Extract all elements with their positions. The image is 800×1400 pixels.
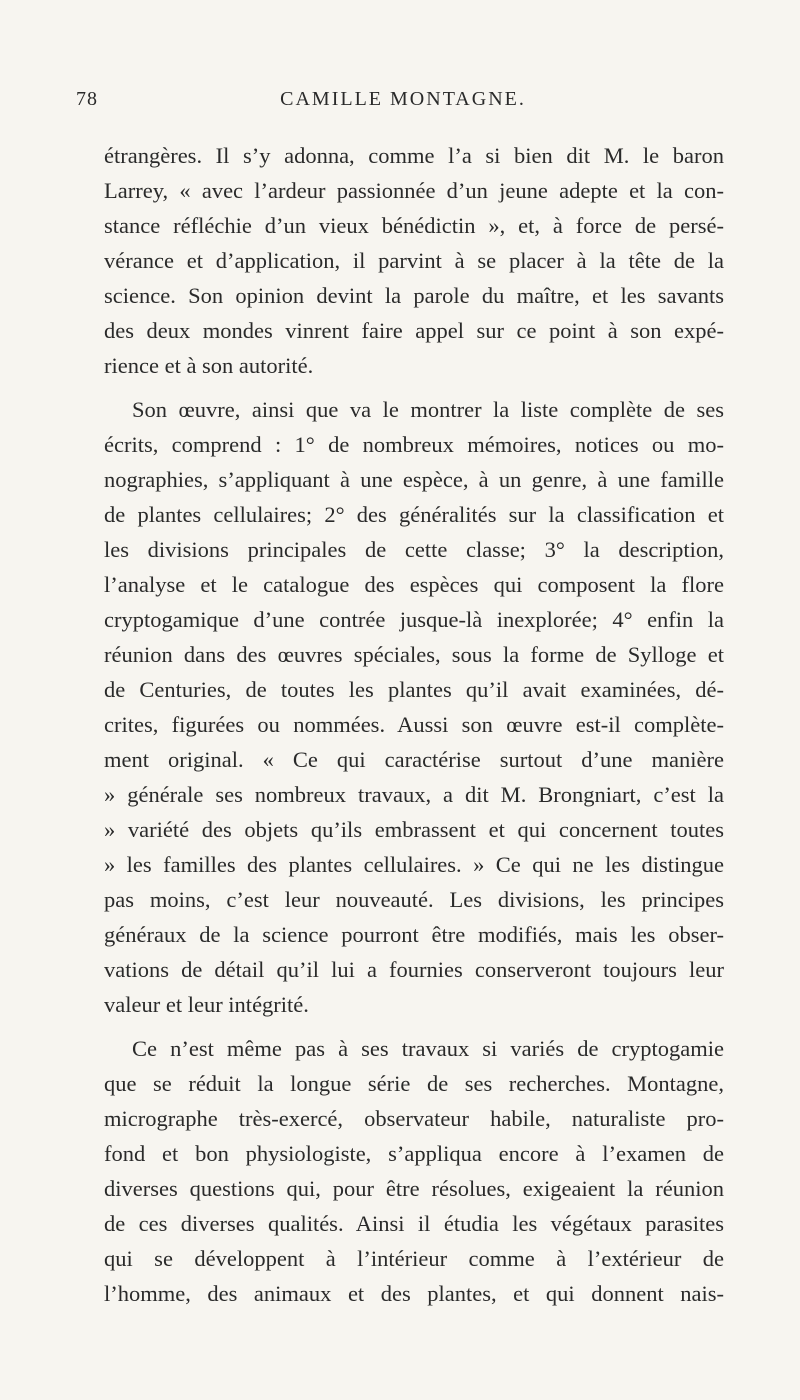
text-line: stance réfléchie d’un vieux bénédictin », et, à force de persé- xyxy=(104,213,724,238)
text-line: que se réduit la longue série de ses recherches. Montagne, xyxy=(104,1071,724,1096)
running-title: CAMILLE MONTAGNE. xyxy=(280,88,526,110)
text-line: Ce n’est même pas à ses travaux si variés de cryptogamie xyxy=(132,1036,724,1061)
text-line: micrographe très-exercé, observateur habile, naturaliste pro- xyxy=(104,1106,724,1131)
text-line: Larrey, « avec l’ardeur passionnée d’un jeune adepte et la con- xyxy=(104,178,724,203)
text-line: pas moins, c’est leur nouveauté. Les divisions, les principes xyxy=(104,887,724,912)
text-line: ment original. « Ce qui caractérise surtout d’une manière xyxy=(104,747,724,772)
text-line: science. Son opinion devint la parole du maître, et les savants xyxy=(104,283,724,308)
text-line: l’homme, des animaux et des plantes, et qui donnent nais- xyxy=(104,1281,724,1306)
text-line: nographies, s’appliquant à une espèce, à un genre, à une famille xyxy=(104,467,724,492)
text-line: vérance et d’application, il parvint à se placer à la tête de la xyxy=(104,248,724,273)
text-line: de ces diverses qualités. Ainsi il étudia les végétaux parasites xyxy=(104,1211,724,1236)
text-line: » les familles des plantes cellulaires. » Ce qui ne les distingue xyxy=(104,852,724,877)
text-line: étrangères. Il s’y adonna, comme l’a si bien dit M. le baron xyxy=(104,143,724,168)
text-line: écrits, comprend : 1° de nombreux mémoires, notices ou mo- xyxy=(104,432,724,457)
text-line: qui se développent à l’intérieur comme à l’extérieur de xyxy=(104,1246,724,1271)
text-line: rience et à son autorité. xyxy=(104,353,314,378)
text-line: fond et bon physiologiste, s’appliqua encore à l’examen de xyxy=(104,1141,724,1166)
text-line: généraux de la science pourront être modifiés, mais les obser- xyxy=(104,922,724,947)
text-line: des deux mondes vinrent faire appel sur ce point à son expé- xyxy=(104,318,724,343)
text-line: valeur et leur intégrité. xyxy=(104,992,309,1017)
text-line: diverses questions qui, pour être résolues, exigeaient la réunion xyxy=(104,1176,724,1201)
text-line: de plantes cellulaires; 2° des généralités sur la classification et xyxy=(104,502,724,527)
text-line: cryptogamique d’une contrée jusque-là inexplorée; 4° enfin la xyxy=(104,607,724,632)
text-line: » variété des objets qu’ils embrassent et qui concernent toutes xyxy=(104,817,724,842)
text-line: crites, figurées ou nommées. Aussi son œuvre est-il complète- xyxy=(104,712,724,737)
text-line: de Centuries, de toutes les plantes qu’il avait examinées, dé- xyxy=(104,677,724,702)
text-line: » générale ses nombreux travaux, a dit M. Brongniart, c’est la xyxy=(104,782,724,807)
text-line: les divisions principales de cette classe; 3° la description, xyxy=(104,537,724,562)
text-line: l’analyse et le catalogue des espèces qui composent la flore xyxy=(104,572,724,597)
text-line: réunion dans des œuvres spéciales, sous la forme de Sylloge et xyxy=(104,642,724,667)
text-line: vations de détail qu’il lui a fournies conserveront toujours leur xyxy=(104,957,724,982)
text-line: Son œuvre, ainsi que va le montrer la liste complète de ses xyxy=(132,397,724,422)
page-number: 78 xyxy=(76,88,98,110)
